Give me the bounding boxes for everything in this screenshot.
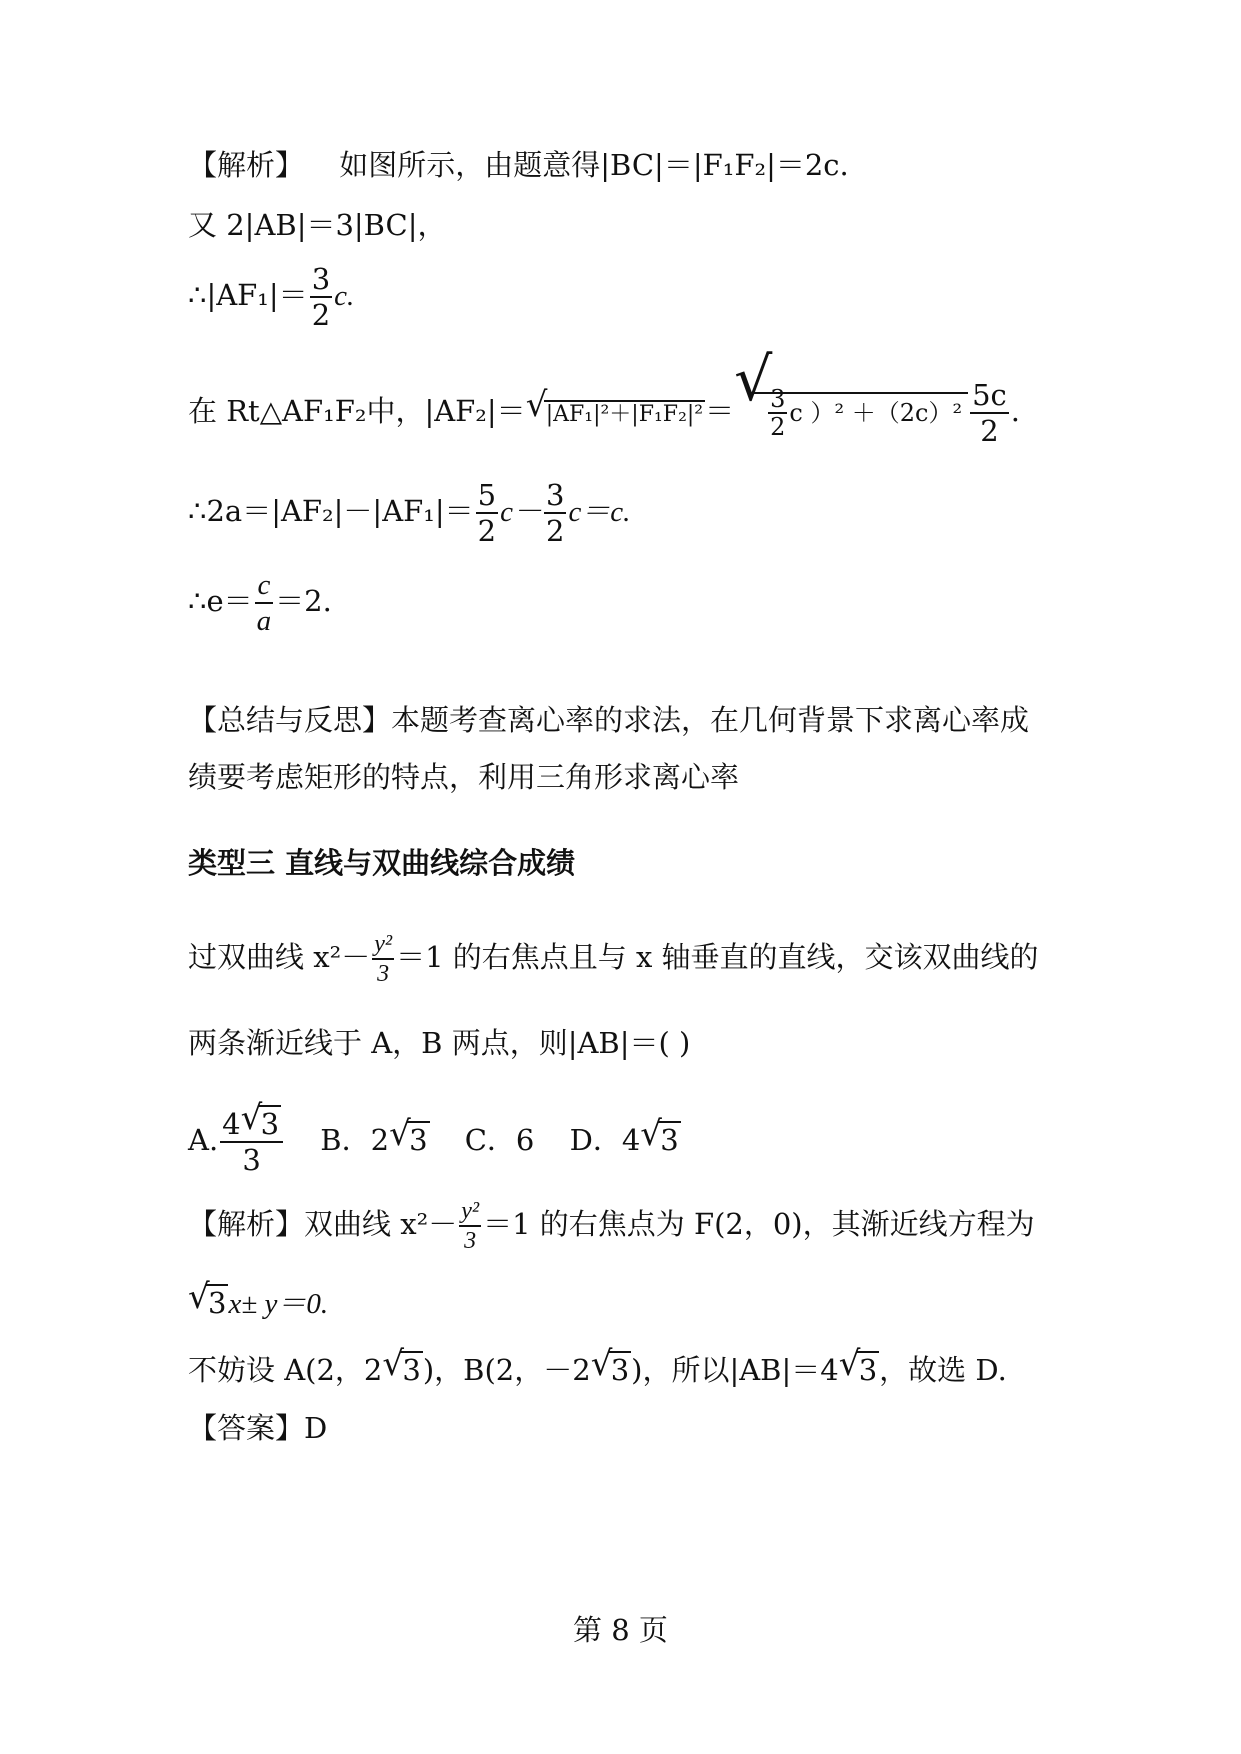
sqrt-content: 3 [402,1353,421,1387]
sqrt-content: 3 [409,1123,428,1157]
analysis-text: 如图所示，由题意得|BC|＝|F₁F₂|＝2c. [339,148,849,182]
sqrt-3 [188,1277,228,1323]
fraction-numerator: y² [372,930,394,960]
sqrt-3 [382,1344,422,1390]
fraction-c-a [255,568,274,638]
sqrt-content: 3 [260,1107,280,1141]
analysis2-line-3 [188,1344,1007,1390]
fraction-3-2 [544,478,566,548]
fraction-denominator: 3 [464,1228,477,1254]
question-options [188,1098,681,1177]
analysis-label: 【解析】 [188,148,305,182]
fraction-denominator: 2 [980,414,999,448]
fraction-denominator: a [256,605,272,637]
radical-sign-icon: √ [838,1344,861,1384]
sqrt-3 [640,1114,680,1160]
option-a[interactable] [188,1098,294,1177]
fraction-numerator: 5c [972,378,1007,412]
page-footer: 第 8 页 [573,1613,668,1647]
analysis-line-6 [188,568,332,638]
radical-sign-icon: √ [525,385,548,425]
fraction-numerator: 3 [545,478,565,512]
fraction-denominator: 3 [242,1143,261,1177]
sqrt-3 [240,1098,281,1141]
fraction-denominator: 2 [545,514,565,548]
sqrt-content: 3 [858,1353,878,1387]
question-line-2: 两条渐近线于 A，B 两点，则|AB|＝( ) [188,1026,691,1060]
analysis2-prefix: 【解析】双曲线 x²－ [188,1207,458,1241]
fraction-numerator: 3 [770,385,786,413]
line3-part-a: 不妨设 A(2，2 [188,1353,383,1387]
option-b[interactable] [320,1114,429,1157]
sqrt-content: 3 [208,1286,227,1320]
radical-sign-icon: √ [389,1114,411,1154]
line3-part-d: ，故选 D. [879,1353,1007,1387]
option-a-coef: 4 [222,1107,241,1141]
line5-mid: c－ [500,496,542,528]
fraction-denominator: 2 [477,514,497,548]
analysis-line-5 [188,478,630,548]
line4-end: . [1010,394,1020,428]
section-title: 类型三 直线与双曲线综合成绩 [188,846,576,880]
line5-suffix: c＝c. [568,496,631,528]
line4-eq: ＝ [705,394,735,428]
sqrt-3 [590,1344,631,1390]
analysis2-line-1 [188,1197,1035,1255]
fraction-numerator [220,1098,283,1143]
radical-sign-icon: √ [188,1277,210,1317]
question-line-1 [188,930,1039,988]
analysis-line-1 [188,145,849,185]
analysis-line-4 [188,345,1020,448]
line3-part-b: )，B(2，－2 [422,1353,591,1387]
analysis2-line-2 [188,1277,329,1324]
option-b-text: B．2 [320,1123,390,1157]
analysis2-suffix: ＝1 的右焦点为 F(2，0)，其渐近线方程为 [483,1207,1035,1241]
radical-sign-icon: √ [734,345,773,415]
fraction-3-2 [310,262,332,332]
sqrt-3 [389,1114,429,1160]
fraction-denominator: 2 [311,298,331,332]
sqrt-expression-2 [734,345,968,441]
fraction-numerator: 5 [477,478,497,512]
fraction-y2-3 [372,930,394,988]
question-suffix: ＝1 的右焦点且与 x 轴垂直的直线，交该双曲线的 [396,940,1039,974]
radical-sign-icon: √ [240,1098,263,1138]
line6-prefix: ∴e＝ [188,584,253,618]
summary-line-1: 【总结与反思】本题考查离心率的求法，在几何背景下求离心率成 [188,703,1030,737]
fraction-numerator: 3 [311,262,331,296]
sqrt-content [752,385,968,441]
line3-prefix: ∴|AF₁|＝ [188,278,308,312]
fraction-denominator: 3 [377,961,390,987]
radical-sign-icon: √ [382,1344,405,1384]
fraction-denominator: 2 [770,413,786,441]
radical-sign-icon: √ [590,1344,613,1384]
sqrt-content: |AF₁|²＋|F₁F₂|² [545,402,704,427]
fraction-numerator: y² [459,1197,481,1227]
fraction-5c-2 [970,378,1009,448]
line3-suffix: c. [334,280,355,312]
line4-prefix: 在 Rt△AF₁F₂中，|AF₂|＝ [188,394,526,428]
question-prefix: 过双曲线 x²－ [188,940,371,974]
fraction-numerator: c [255,568,274,604]
sqrt-content: 3 [610,1353,630,1387]
option-d[interactable] [569,1114,681,1157]
option-d-text: D．4 [569,1123,641,1157]
option-c[interactable]: C．6 [464,1123,535,1157]
analysis-line-2: 又 2|AB|＝3|BC|， [188,208,447,242]
sqrt-rest: c ）² ＋（2c）² [789,399,963,427]
line3-part-c: )，所以|AB|＝4 [631,1353,839,1387]
sqrt-3 [838,1344,879,1390]
option-a-fraction [220,1098,283,1177]
fraction-5-2 [476,478,498,548]
fraction-y2-3 [459,1197,481,1255]
line5-prefix: ∴2a＝|AF₂|－|AF₁|＝ [188,494,474,528]
sqrt-expression-1 [525,385,705,435]
line6-suffix: ＝2. [275,584,332,618]
analysis-line-3 [188,262,354,332]
option-a-label: A. [188,1123,219,1157]
summary-line-2: 绩要考虑矩形的特点，利用三角形求离心率 [188,760,740,794]
asymptote-equation: x± y＝0. [228,1288,329,1320]
sqrt-content: 3 [660,1123,679,1157]
answer-line: 【答案】D [188,1411,328,1445]
radical-sign-icon: √ [640,1114,662,1154]
